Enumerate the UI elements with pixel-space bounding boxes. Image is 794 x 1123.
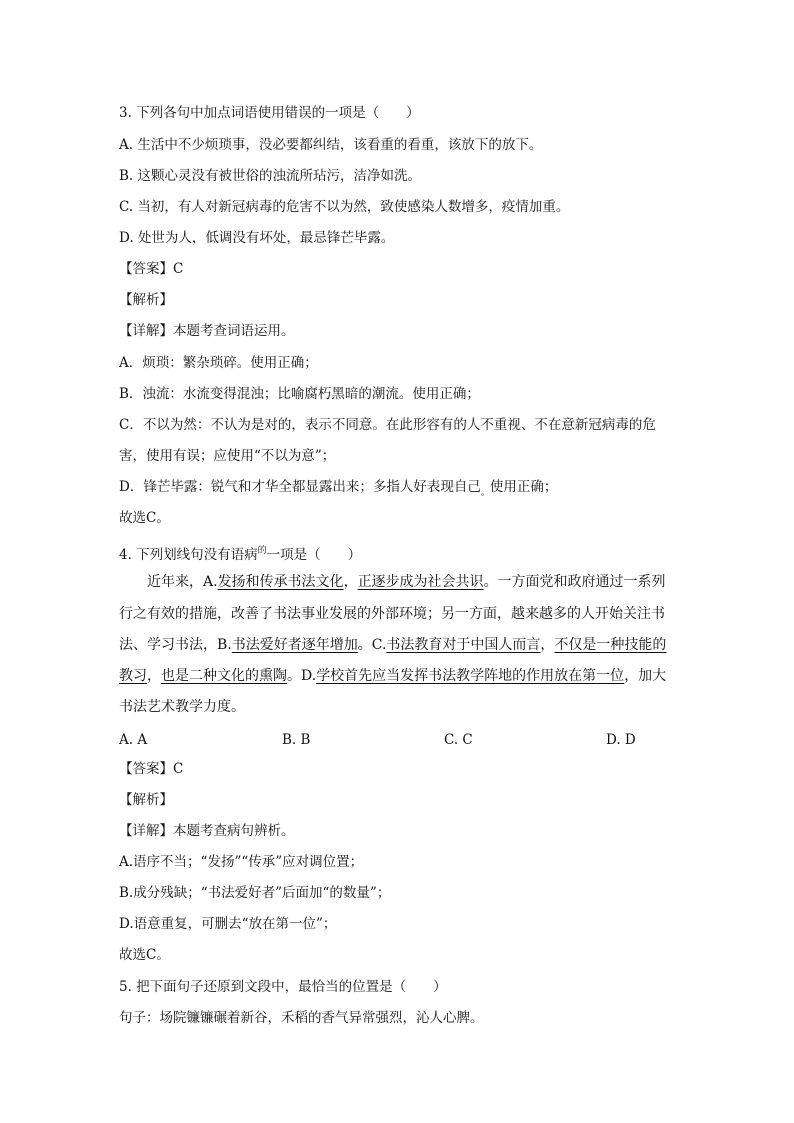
passage-text: ，加大 <box>624 668 667 684</box>
passage-text: ， <box>147 668 161 684</box>
q5-sentence: 句子：场院镰镰碾着新谷，禾稻的香气异常强烈，沁人心脾。 <box>119 1010 484 1026</box>
q3-conclusion: 故选C。 <box>119 510 170 526</box>
q4-point-a: A.语序不当；“发扬”“传承”应对调位置； <box>119 854 364 870</box>
q3-point-d <box>119 478 557 502</box>
q4-detail: 【详解】本题考查病句辨析。 <box>119 823 295 839</box>
q3-point-d-result: 使用正确； <box>489 479 558 495</box>
q3-point-b: B．浊流：水流变得混浊；比喻腐朽黑暗的潮流。使用正确； <box>119 386 480 402</box>
q3-point-c-cont: 害，使用有误；应使用“不以为意”； <box>119 448 336 464</box>
underlined-sentence-b: 书法爱好者逐年增加 <box>231 637 358 653</box>
q3-point-d-text: D．锋芒毕露：锐气和才华全都显露出来；多指人好表现自己 <box>119 479 481 495</box>
q3-option-b: B. 这颗心灵没有被世俗的浊流所玷污，洁净如洗。 <box>119 168 422 184</box>
q4-analysis-label: 【解析】 <box>119 792 173 808</box>
q5-stem: 5. 把下面句子还原到文段中，最恰当的位置是（ ） <box>119 979 447 995</box>
q3-detail: 【详解】本题考查词语运用。 <box>119 323 295 339</box>
q3-option-d: D. 处世为人，低调没有坏处，最忌锋芒毕露。 <box>119 230 395 246</box>
underlined-sentence-c3: 教习 <box>119 668 147 684</box>
q3-option-a: A. 生活中不少烦琐事，没必要都纠结，该看重的看重，该放下的放下。 <box>119 137 543 153</box>
q4-point-b: B.成分残缺；“书法爱好者”后面加“的数量”； <box>119 885 391 901</box>
q4-choice-b: B. B <box>282 732 311 748</box>
q4-point-d: D.语意重复，可删去“放在第一位”； <box>119 916 337 932</box>
q3-point-a: A．烦琐：繁杂琐碎。使用正确； <box>119 355 318 371</box>
underlined-sentence-c1: 书法教育对于中国人而言 <box>386 637 541 653</box>
q4-choice-c: C. C <box>444 732 473 748</box>
passage-text: 近年来，A. <box>147 574 218 590</box>
passage-text: ， <box>540 637 555 653</box>
q4-passage-line-5: 书法艺术教学力度。 <box>119 699 245 715</box>
q3-stem: 3. 下列各句中加点词语使用错误的一项是（ ） <box>119 105 420 121</box>
passage-text: 法、学习书法，B. <box>119 637 232 653</box>
q4-stem-text: 4. 下列划线句没有语病 <box>119 547 258 563</box>
q4-passage-line-2: 行之有效的措施，改善了书法事业发展的外部环境；另一方面，越来越多的人开始关注书 <box>119 606 665 622</box>
q3-option-c: C. 当初，有人对新冠病毒的危害不以为然，致使感染人数增多，疫情加重。 <box>119 199 570 215</box>
q4-answer: 【答案】C <box>119 761 184 777</box>
q4-stem-mark: 的 <box>257 546 267 556</box>
q4-stem <box>119 542 361 564</box>
q4-conclusion: 故选C。 <box>119 947 170 963</box>
passage-text: ， <box>343 574 358 590</box>
passage-text: 。D. <box>287 668 317 684</box>
q4-choice-a: A. A <box>119 732 148 748</box>
q3-answer: 【答案】C <box>119 261 184 277</box>
underlined-sentence-a2: 正逐步成为社会共识 <box>357 574 484 590</box>
q3-point-d-mark: 。 <box>480 488 490 498</box>
q3-point-c: C．不以为然：不认为是对的，表示不同意。在此形容有的人不重视、不在意新冠病毒的危 <box>119 417 656 433</box>
q4-passage-line-4 <box>119 667 666 685</box>
q4-stem-text-end: 一项是（ ） <box>266 547 362 563</box>
passage-text: 。一方面党和政府通过一系列 <box>483 574 666 590</box>
q4-passage-line-1 <box>147 573 666 591</box>
underlined-sentence-c2: 不仅是一种技能的 <box>554 637 667 653</box>
q4-passage-line-3 <box>119 636 666 654</box>
underlined-sentence-d: 学校首先应当发挥书法教学阵地的作用放在第一位 <box>316 668 625 684</box>
q4-choice-d: D. D <box>606 732 636 748</box>
q3-analysis-label: 【解析】 <box>119 292 173 308</box>
underlined-sentence-c4: 也是二种文化的熏陶 <box>161 668 287 684</box>
passage-text: 。C. <box>357 637 387 653</box>
underlined-sentence-a1: 发扬和传承书法文化 <box>217 574 344 590</box>
